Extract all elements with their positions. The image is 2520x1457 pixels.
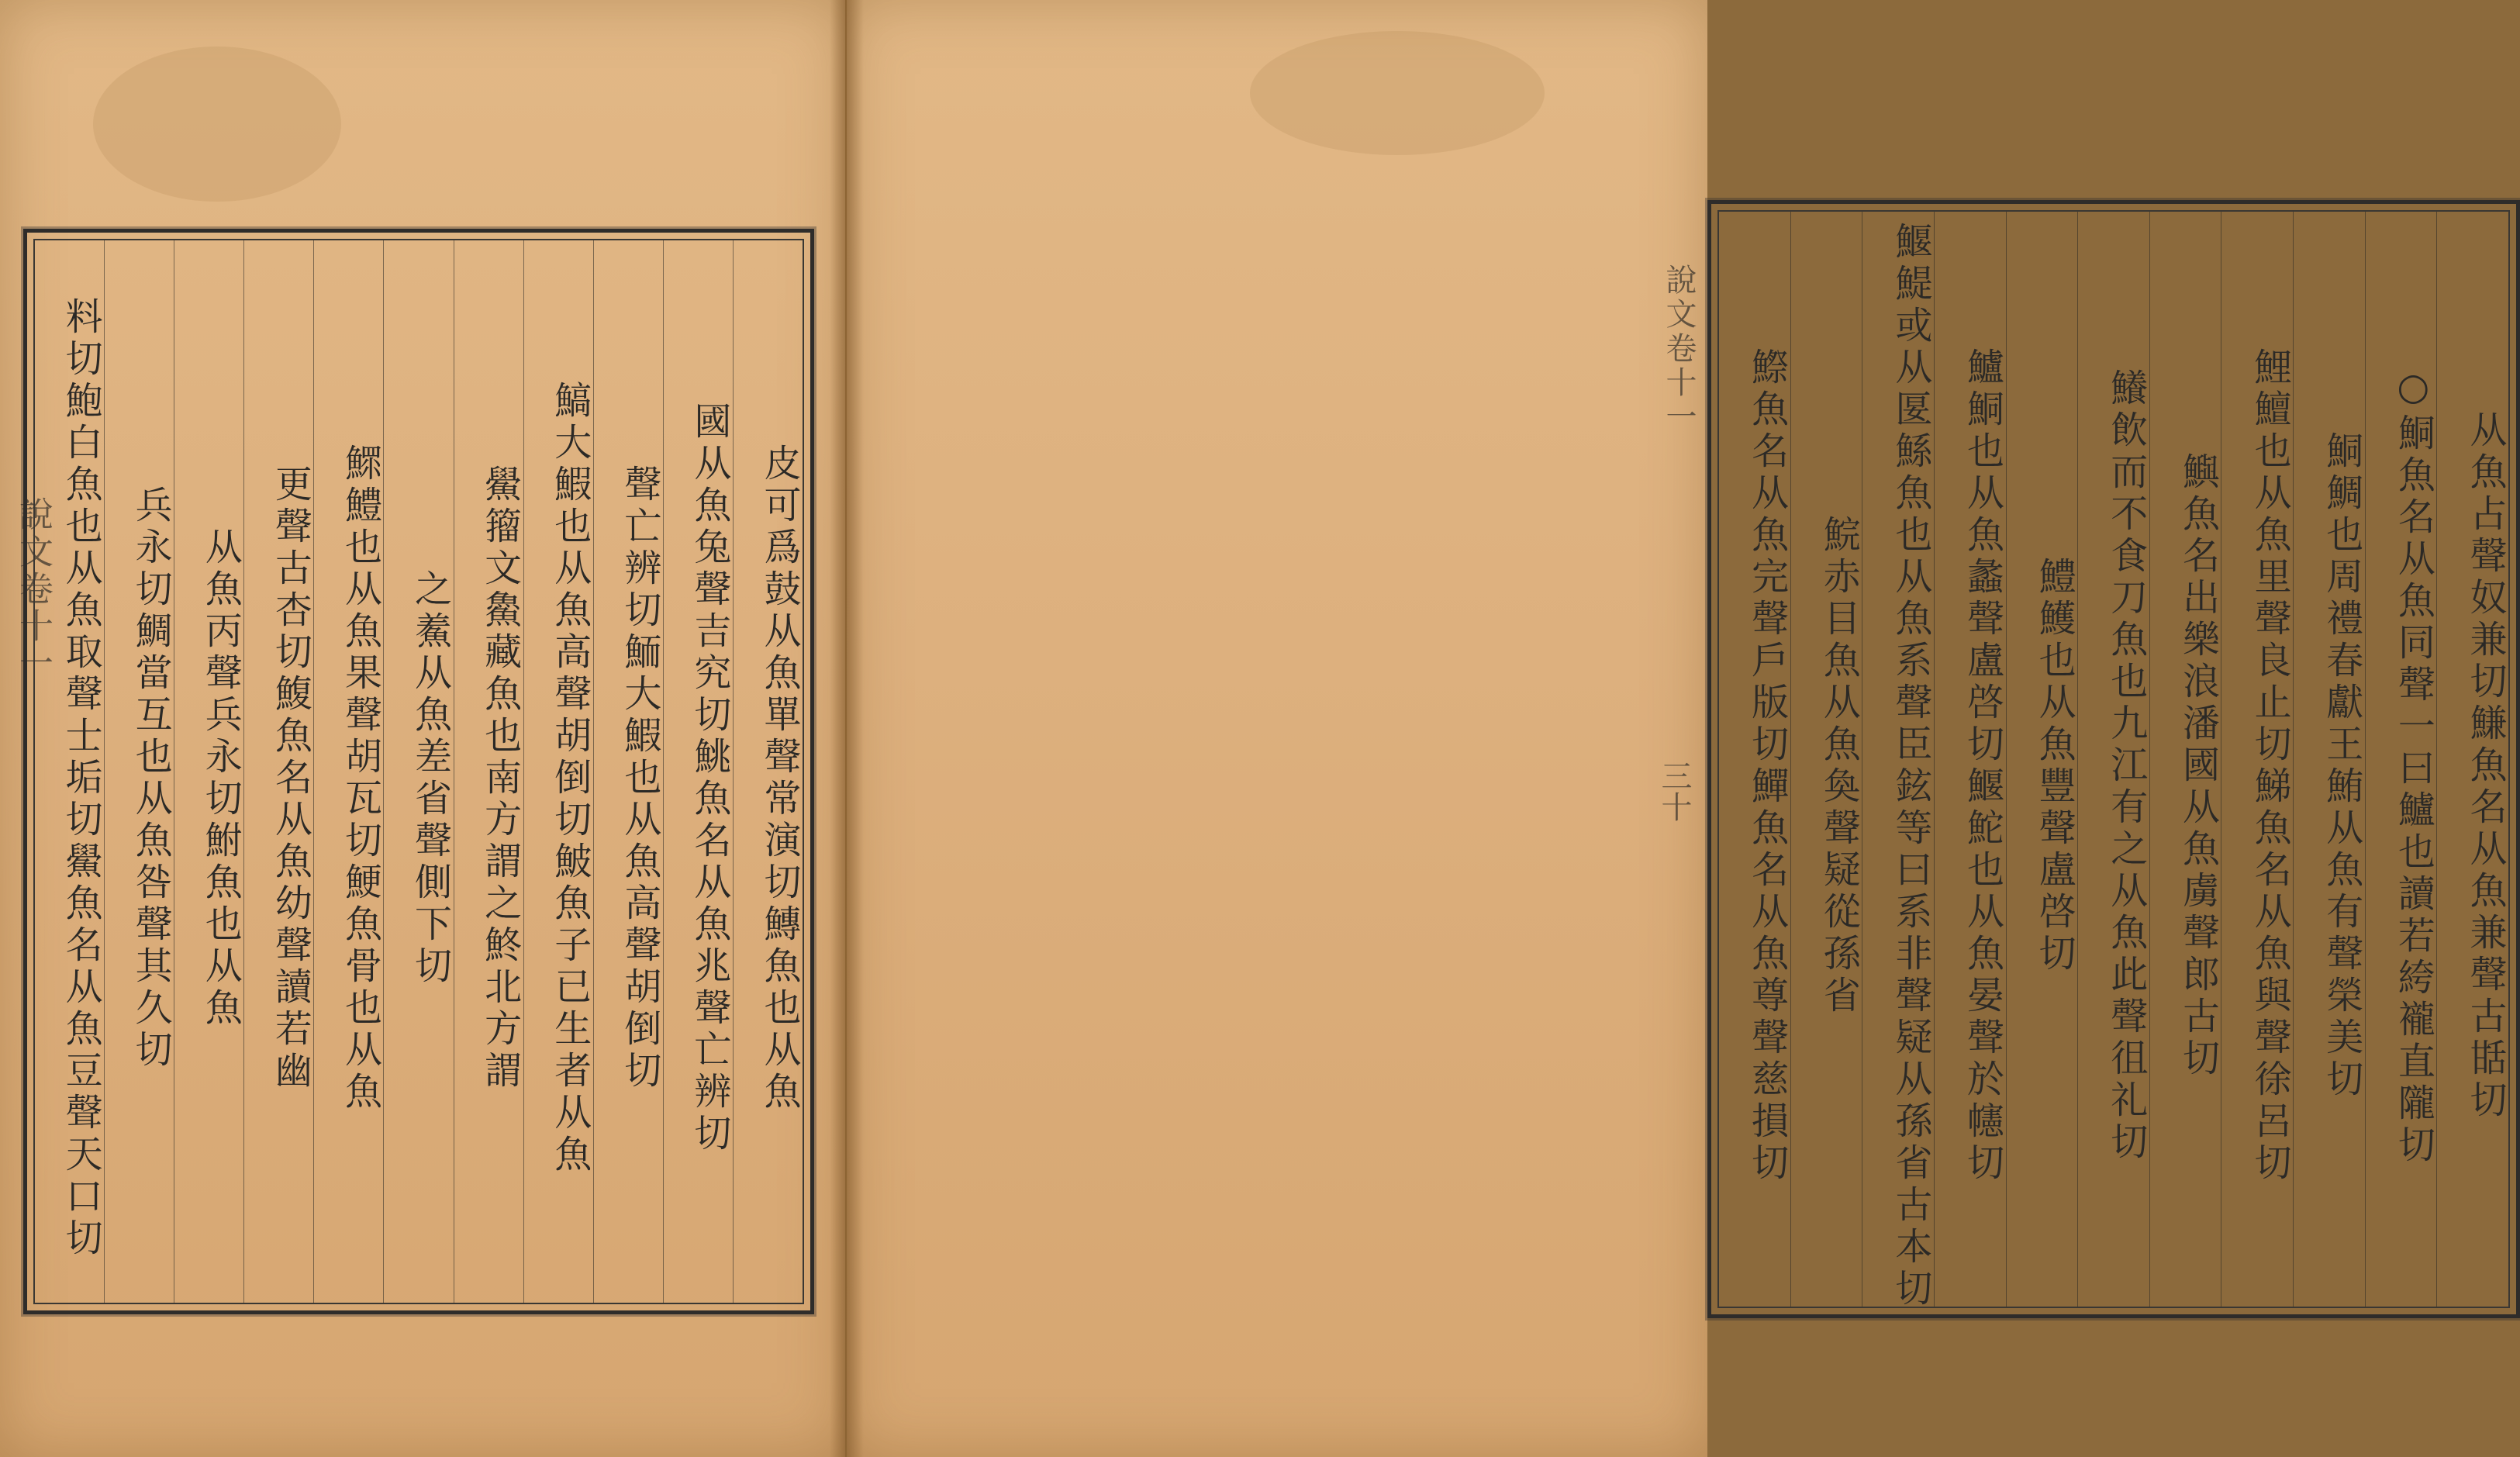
right-page xyxy=(847,0,2507,1457)
left-text-frame xyxy=(23,229,814,1314)
text-column: 鱧鱯也从魚豐聲盧啓切 xyxy=(2006,212,2078,1307)
text-column: 鱮魚名出樂浪潘國从魚虜聲郎古切 xyxy=(2149,212,2221,1307)
text-column: 鰋鯷或从匽鯀魚也从魚系聲臣鉉等曰系非聲疑从孫省古本切 xyxy=(1862,212,1934,1307)
left-page xyxy=(0,0,847,1457)
text-column: 鱶飲而不食刀魚也九江有之从魚此聲徂礼切 xyxy=(2077,212,2149,1307)
paper-stain xyxy=(93,47,341,202)
page-number: 三十 xyxy=(1656,760,1692,822)
left-text-frame-inner xyxy=(33,239,804,1304)
text-column: 从魚占聲奴兼切鰜魚名从魚兼聲古甛切 xyxy=(2436,212,2508,1307)
right-text-frame-inner xyxy=(1717,210,2510,1308)
left-margin-label: 說文卷十一 xyxy=(13,496,53,682)
right-text-frame xyxy=(1707,200,2520,1318)
paper-stain xyxy=(1250,31,1545,155)
text-column: 國从魚兔聲吉究切鮡魚名从魚兆聲亡辨切 xyxy=(663,240,733,1303)
text-column: 皮可爲鼓从魚單聲常演切鱄魚也从魚 xyxy=(733,240,803,1303)
book-gutter xyxy=(830,0,864,1457)
text-column: 鮦鯛也周禮春獻王鮪从魚有聲榮美切 xyxy=(2293,212,2365,1307)
text-column: 鰥鱧也从魚果聲胡瓦切鯁魚骨也从魚 xyxy=(313,240,383,1303)
text-column: 鯉鱣也从魚里聲良止切鮷魚名从魚與聲徐呂切 xyxy=(2221,212,2293,1307)
left-columns xyxy=(35,240,803,1303)
text-column: 兵永切鯛當互也从魚咎聲其久切 xyxy=(104,240,174,1303)
text-column: 鱸鮦也从魚蠡聲盧啓切鰋鮀也从魚晏聲於幰切 xyxy=(1934,212,2006,1307)
text-column: 料切鮑白魚也从魚取聲士垢切鱟魚名从魚豆聲天口切 xyxy=(59,297,103,1260)
right-columns xyxy=(1719,212,2508,1310)
text-column: 更聲古杏切鰒魚名从魚幼聲讀若幽 xyxy=(243,240,313,1303)
right-margin-label: 說文卷十一 xyxy=(1661,264,1697,434)
text-column: 从魚丙聲兵永切鮒魚也从魚 xyxy=(174,240,243,1303)
text-column: 鰶魚名从魚完聲戶版切鱓魚名从魚尊聲慈損切 xyxy=(1745,347,1789,1185)
text-column: ○鮦魚名从魚同聲一曰鱸也讀若絝襱直隴切 xyxy=(2365,212,2437,1307)
text-column: 鱟籀文𩺰藏魚也南方謂之鮗北方謂 xyxy=(454,240,523,1303)
text-column: 聲亡辨切鮞大鰕也从魚高聲胡倒切 xyxy=(593,240,663,1303)
text-column: 之鮺从魚差省聲側下切 xyxy=(383,240,453,1303)
text-column: 鰝大鰕也从魚高聲胡倒切鮍魚子已生者从魚 xyxy=(523,240,593,1303)
text-column: 鯇赤目魚从魚奐聲疑從孫省 xyxy=(1790,212,1862,1307)
